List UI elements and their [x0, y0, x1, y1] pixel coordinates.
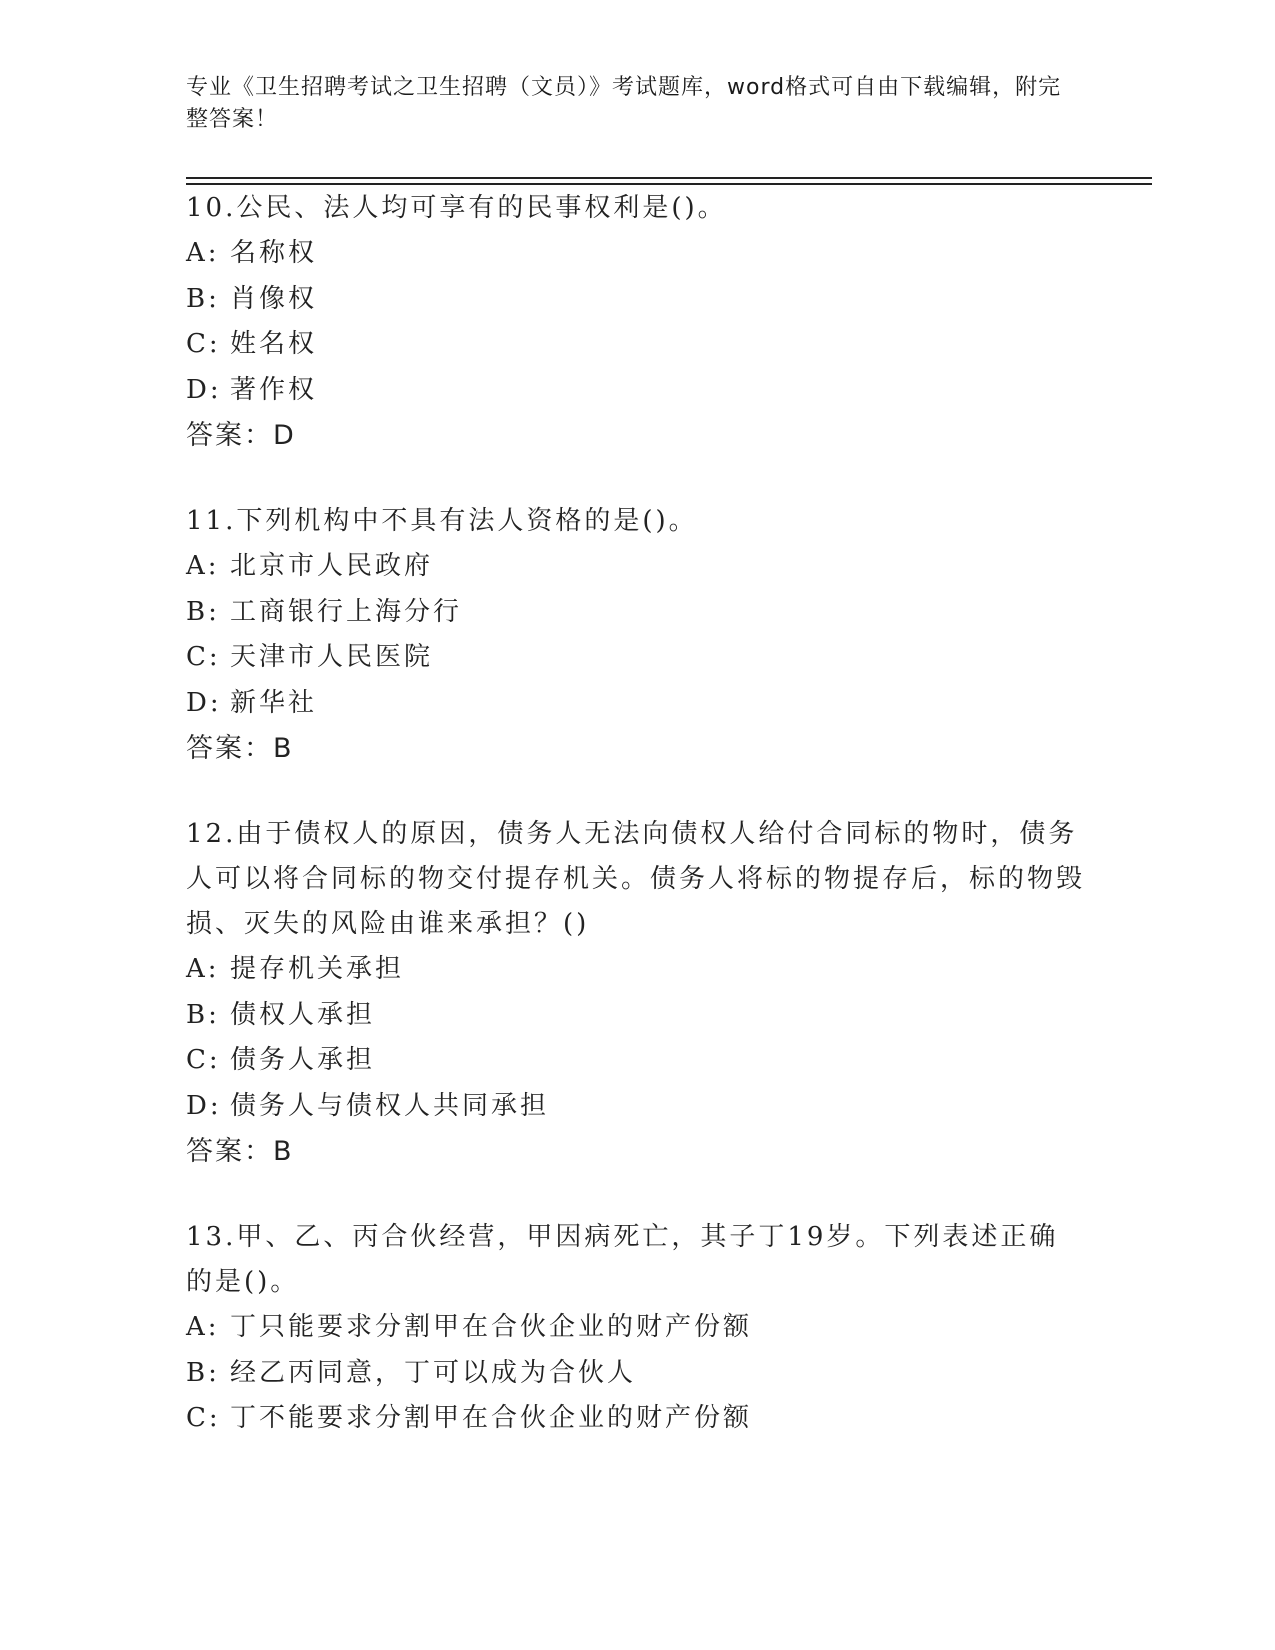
option-key: D:	[186, 687, 222, 718]
option-a	[186, 231, 1086, 277]
answer-line: 答案：B	[186, 1136, 294, 1167]
answer-line: 答案：D	[186, 420, 296, 451]
answer-line: 答案：B	[186, 733, 294, 764]
option-c	[186, 635, 1086, 681]
option-text: 工商银行上海分行	[230, 596, 463, 627]
option-text: 北京市人民政府	[230, 551, 434, 581]
option-key: D:	[186, 1090, 222, 1121]
option-d	[186, 1084, 1086, 1130]
option-a	[186, 1305, 1086, 1351]
option-c	[186, 1038, 1086, 1084]
option-text: 丁不能要求分割甲在合伙企业的财产份额	[230, 1403, 753, 1433]
option-c	[186, 322, 1086, 368]
question-12	[186, 812, 1086, 1175]
question-stem: 10.公民、法人均可享有的民事权利是()。	[186, 193, 727, 223]
option-text: 名称权	[230, 238, 318, 268]
option-text: 提存机关承担	[230, 954, 405, 984]
option-key: C:	[186, 1045, 221, 1075]
question-10	[186, 186, 1086, 459]
option-key: B:	[186, 1357, 220, 1388]
option-text: 姓名权	[230, 329, 318, 359]
option-text: 天津市人民医院	[230, 642, 434, 672]
question-stem: 13.甲、乙、丙合伙经营，甲因病死亡，其子丁19岁。下列表述正确的是()。	[186, 1222, 1059, 1297]
option-b	[186, 1351, 1086, 1397]
option-text: 债务人与债权人共同承担	[230, 1090, 550, 1121]
option-text: 经乙丙同意，丁可以成为合伙人	[230, 1357, 637, 1388]
option-d	[186, 681, 1086, 727]
option-key: A:	[186, 1312, 220, 1342]
option-text: 著作权	[230, 374, 318, 405]
option-key: D:	[186, 374, 222, 405]
option-key: A:	[186, 238, 220, 268]
option-key: C:	[186, 329, 221, 359]
option-key: C:	[186, 642, 221, 672]
question-11	[186, 499, 1086, 772]
option-text: 债权人承担	[230, 999, 376, 1030]
question-13	[186, 1215, 1086, 1442]
option-d	[186, 368, 1086, 414]
header-divider-bottom	[186, 183, 1152, 185]
option-key: B:	[186, 596, 220, 627]
question-stem: 12.由于债权人的原因，债务人无法向债权人给付合同标的物时，债务人可以将合同标的物交付提存机关。债务人将标的物提存后，标的物毁损、灭失的风险由谁来承担？()	[186, 819, 1086, 939]
question-stem: 11.下列机构中不具有法人资格的是()。	[186, 506, 698, 536]
option-b	[186, 590, 1086, 636]
option-text: 丁只能要求分割甲在合伙企业的财产份额	[230, 1312, 753, 1342]
option-key: C:	[186, 1403, 221, 1433]
option-text: 肖像权	[230, 283, 318, 314]
option-a	[186, 544, 1086, 590]
option-text: 新华社	[230, 687, 318, 718]
option-b	[186, 993, 1086, 1039]
option-c	[186, 1396, 1086, 1442]
option-b	[186, 277, 1086, 323]
option-text: 债务人承担	[230, 1045, 376, 1075]
option-key: A:	[186, 551, 220, 581]
option-key: B:	[186, 999, 220, 1030]
question-list	[186, 186, 1086, 1482]
header-divider-top	[186, 177, 1152, 179]
option-key: B:	[186, 283, 220, 314]
option-a	[186, 947, 1086, 993]
document-header: 专业《卫生招聘考试之卫生招聘（文员）》考试题库，word格式可自由下载编辑，附完整答案！	[186, 75, 1062, 132]
option-key: A:	[186, 954, 220, 984]
